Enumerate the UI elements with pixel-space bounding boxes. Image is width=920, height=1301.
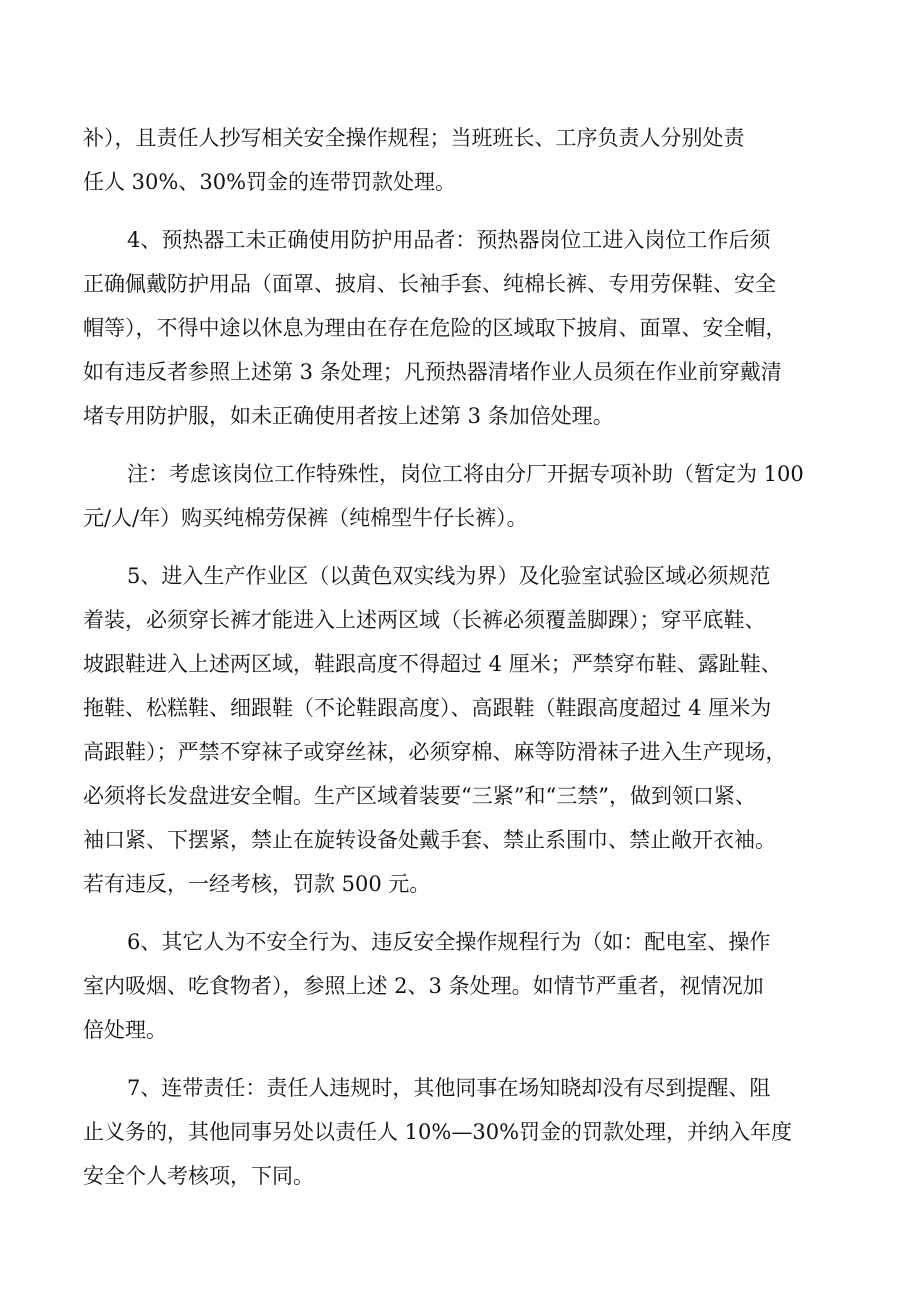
paragraph-4 (83, 218, 853, 438)
text-line: 4、预热器工未正确使用防护用品者：预热器岗位工进入岗位工作后须 (127, 228, 771, 252)
text-line: 坡跟鞋进入上述两区域，鞋跟高度不得超过 4 厘米；严禁穿布鞋、露趾鞋、 (83, 652, 782, 676)
text-line: 元/人/年）购买纯棉劳保裤（纯棉型牛仔长裤）。 (83, 506, 528, 530)
text-line: 注：考虑该岗位工作特殊性，岗位工将由分厂开据专项补助（暂定为 100 (127, 462, 804, 486)
paragraph-continued (83, 116, 853, 204)
text-line: 7、连带责任：责任人违规时，其他同事在场知晓却没有尽到提醒、阻 (127, 1076, 771, 1100)
paragraph-6 (83, 920, 853, 1052)
text-line: 必须将长发盘进安全帽。生产区域着装要“三紧”和“三禁”，做到领口紧、 (83, 784, 756, 808)
paragraph-5 (83, 554, 853, 906)
paragraph-note (83, 452, 853, 540)
text-line: 任人 30%、30%罚金的连带罚款处理。 (83, 170, 457, 194)
text-line: 正确佩戴防护用品（面罩、披肩、长袖手套、纯棉长裤、专用劳保鞋、安全 (83, 272, 776, 296)
text-line: 堵专用防护服，如未正确使用者按上述第 3 条加倍处理。 (83, 404, 614, 428)
text-line: 若有违反，一经考核，罚款 500 元。 (83, 872, 431, 896)
text-line: 倍处理。 (83, 1018, 167, 1042)
text-line: 着装，必须穿长裤才能进入上述两区域（长裤必须覆盖脚踝）；穿平底鞋、 (83, 608, 766, 632)
text-line: 帽等），不得中途以休息为理由在存在危险的区域取下披肩、面罩、安全帽， (83, 316, 787, 340)
text-line: 高跟鞋）；严禁不穿袜子或穿丝袜，必须穿棉、麻等防滑袜子进入生产现场， (83, 740, 787, 764)
text-line: 补），且责任人抄写相关安全操作规程；当班班长、工序负责人分别处责 (83, 126, 745, 150)
text-line: 室内吸烟、吃食物者），参照上述 2、3 条处理。如情节严重者，视情况加 (83, 974, 764, 998)
text-line: 6、其它人为不安全行为、违反安全操作规程行为（如：配电室、操作 (127, 930, 771, 954)
text-line: 安全个人考核项，下同。 (83, 1164, 314, 1188)
text-line: 5、进入生产作业区（以黄色双实线为界）及化验室试验区域必须规范 (127, 564, 771, 588)
text-line: 拖鞋、松糕鞋、细跟鞋（不论鞋跟高度）、高跟鞋（鞋跟高度超过 4 厘米为 (83, 696, 772, 720)
document-body (83, 116, 853, 1198)
text-line: 袖口紧、下摆紧，禁止在旋转设备处戴手套、禁止系围巾、禁止敞开衣袖。 (83, 828, 776, 852)
text-line: 止义务的，其他同事另处以责任人 10%—30%罚金的罚款处理，并纳入年度 (83, 1120, 793, 1144)
text-line: 如有违反者参照上述第 3 条处理；凡预热器清堵作业人员须在作业前穿戴清 (83, 360, 782, 384)
paragraph-7 (83, 1066, 853, 1198)
